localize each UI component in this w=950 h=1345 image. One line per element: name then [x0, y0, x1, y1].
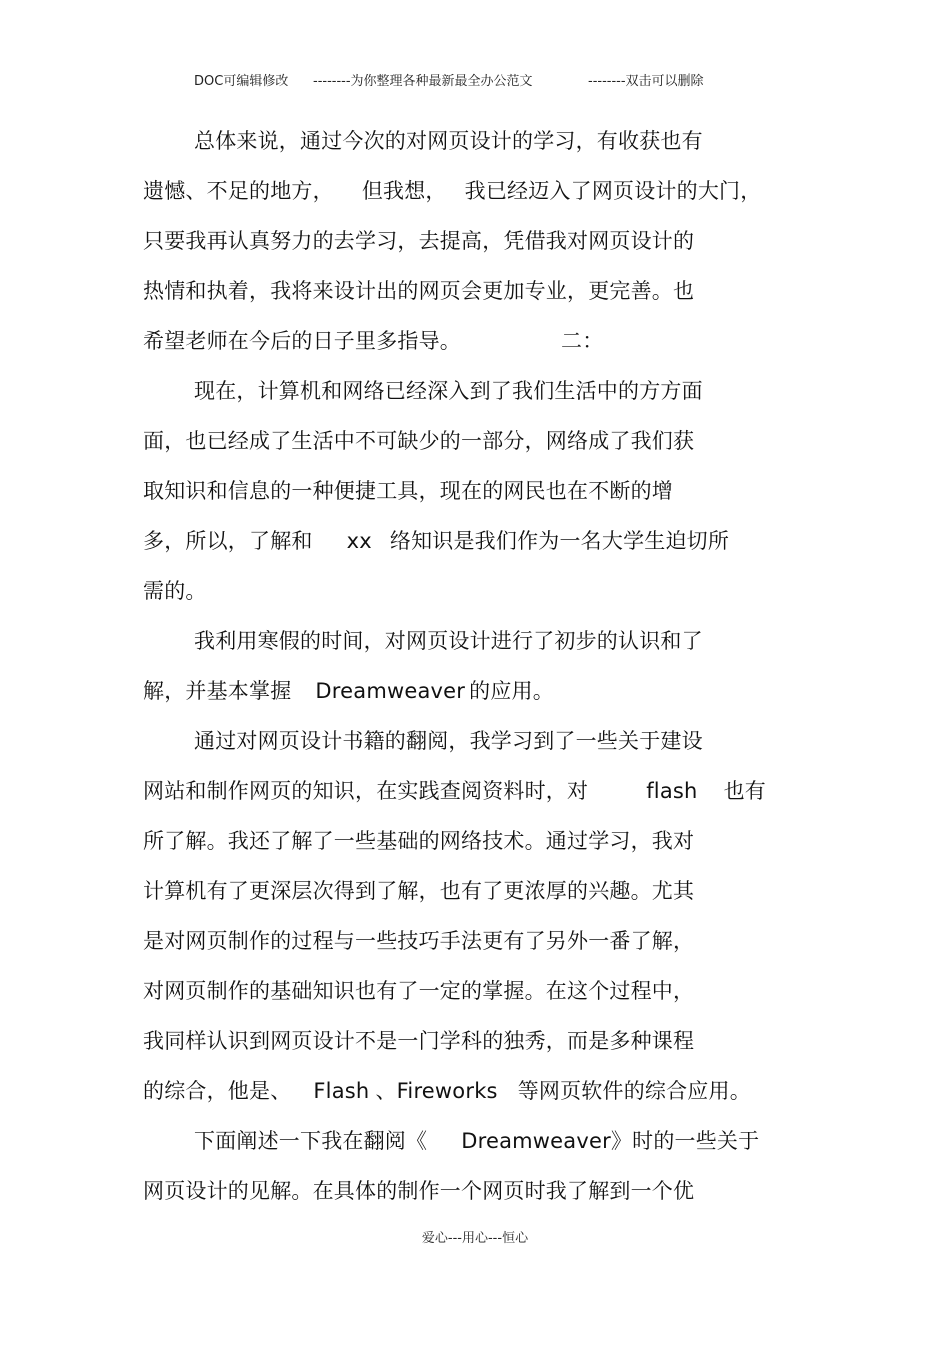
text-line: 热情和执着，我将来设计出的网页会更加专业，更完善。也	[143, 279, 695, 303]
text-line: 网页设计的见解。在具体的制作一个网页时我了解到一个优	[143, 1179, 695, 1203]
text-line: 计算机有了更深层次得到了解，也有了更浓厚的兴趣。尤其	[143, 879, 695, 903]
text-line: 解，并基本掌握 Dreamweaver 的应用。	[143, 679, 554, 703]
header-middle-text: --------为你整理各种最新最全办公范文	[313, 74, 533, 89]
text-line: 对网页制作的基础知识也有了一定的掌握。在这个过程中，	[143, 979, 695, 1003]
text-line: 取知识和信息的一种便捷工具，现在的网民也在不断的增	[143, 479, 673, 503]
header-left-text: DOC可编辑修改	[194, 74, 289, 89]
text-line: 需的。	[143, 579, 207, 603]
text-line: 网站和制作网页的知识，在实践查阅资料时，对 flash 也有	[143, 779, 766, 803]
text-line: 多，所以，了解和 xx 络知识是我们作为一名大学生迫切所	[143, 529, 730, 553]
text-line: 现在，计算机和网络已经深入到了我们生活中的方方面	[194, 379, 703, 403]
text-line: 我利用寒假的时间，对网页设计进行了初步的认识和了	[194, 629, 703, 653]
text-line: 是对网页制作的过程与一些技巧手法更有了另外一番了解，	[143, 929, 695, 953]
text-line: 希望老师在今后的日子里多指导。 二：	[143, 329, 604, 353]
text-line: 只要我再认真努力的去学习，去提高，凭借我对网页设计的	[143, 229, 695, 253]
text-line: 总体来说，通过今次的对网页设计的学习，有收获也有	[194, 129, 703, 153]
header-right-text: --------双击可以删除	[588, 74, 704, 89]
text-line: 遗憾、不足的地方， 但我想， 我已经迈入了网页设计的大门，	[143, 179, 762, 203]
text-line: 的综合，他是、 Flash 、Fireworks 等网页软件的综合应用。	[143, 1079, 751, 1103]
text-line: 下面阐述一下我在翻阅《 Dreamweaver》时的一些关于	[194, 1129, 760, 1153]
text-line: 所了解。我还了解了一些基础的网络技术。通过学习，我对	[143, 829, 695, 853]
text-line: 我同样认识到网页设计不是一门学科的独秀，而是多种课程	[143, 1029, 695, 1053]
text-line: 面，也已经成了生活中不可缺少的一部分，网络成了我们获	[143, 429, 695, 453]
page-footer: 爱心---用心---恒心	[421, 1231, 529, 1246]
text-line: 通过对网页设计书籍的翻阅，我学习到了一些关于建设	[194, 729, 703, 753]
